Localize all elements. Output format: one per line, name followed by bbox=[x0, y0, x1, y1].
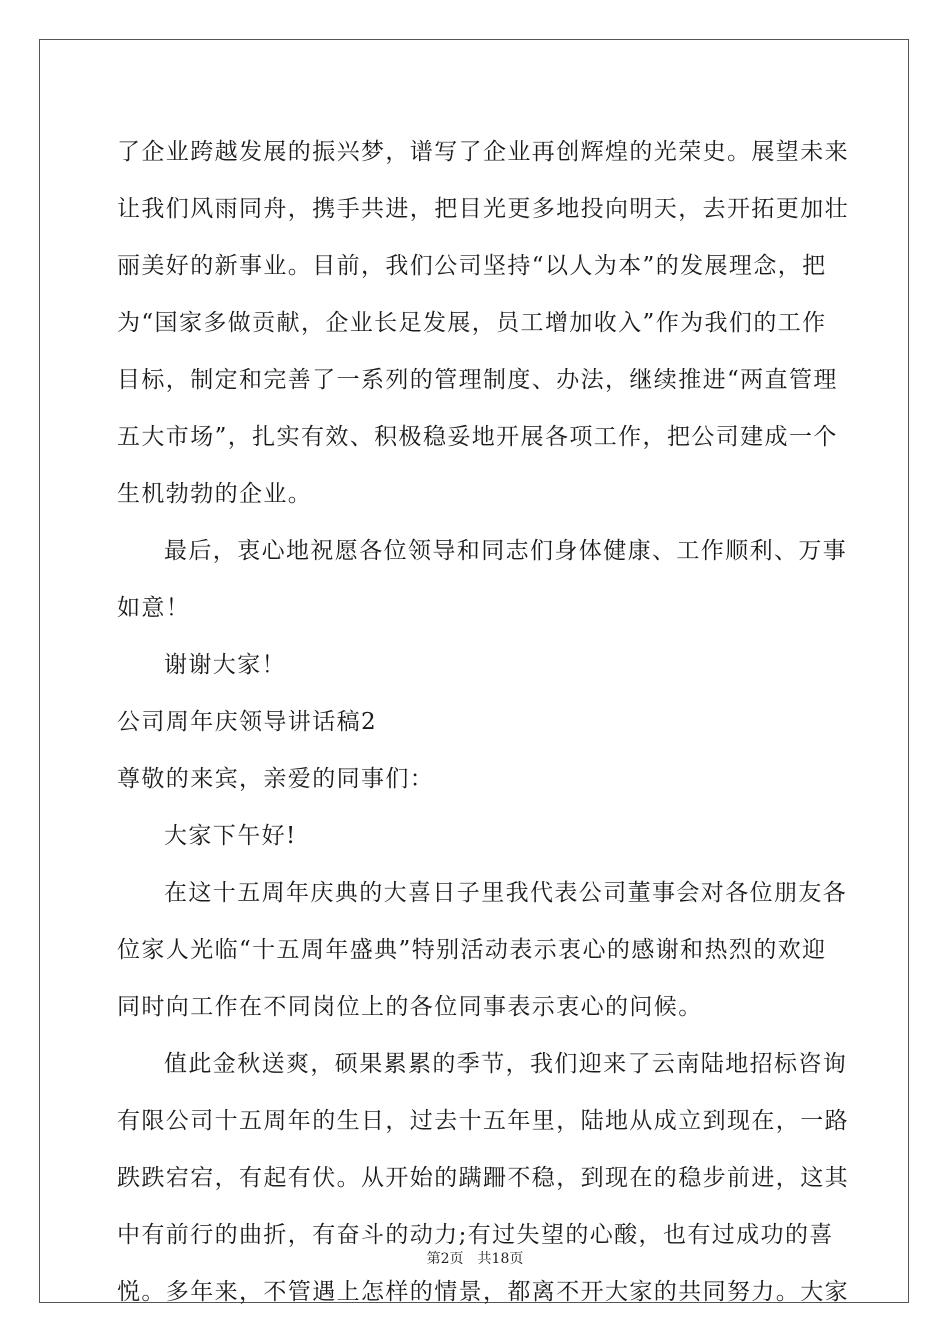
text-line-20: 中有前行的曲折，有奋斗的动力;有过失望的心酸，也有过成功的喜 bbox=[117, 1222, 834, 1248]
page-total: 共18页 bbox=[477, 1251, 524, 1267]
text-line-1: 了企业跨越发展的振兴梦，谱写了企业再创辉煌的光荣史。展望未来 bbox=[117, 139, 849, 165]
text-line-5: 目标，制定和完善了一系列的管理制度、办法，继续推进“两直管理 bbox=[117, 367, 838, 393]
text-line-3: 丽美好的新事业。目前，我们公司坚持“以人为本”的发展理念，把 bbox=[117, 253, 827, 279]
text-line-9: 如意！ bbox=[117, 595, 191, 621]
page-footer bbox=[0, 1248, 950, 1268]
text-line-6: 五大市场”，扎实有效、积极稳妥地开展各项工作，把公司建成一个 bbox=[117, 424, 838, 450]
text-line-14: 在这十五周年庆典的大喜日子里我代表公司董事会对各位朋友各 bbox=[164, 880, 848, 906]
text-line-19: 跌跌宕宕，有起有伏。从开始的蹒跚不稳，到现在的稳步前进，这其 bbox=[117, 1165, 849, 1191]
text-line-16: 同时向工作在不同岗位上的各位同事表示衷心的问候。 bbox=[117, 994, 703, 1020]
text-line-10: 谢谢大家！ bbox=[164, 652, 286, 678]
text-line-4: 为“国家多做贡献，企业长足发展，员工增加收入”作为我们的工作 bbox=[117, 310, 827, 336]
text-line-8: 最后，衷心地祝愿各位领导和同志们身体健康、工作顺利、万事 bbox=[164, 538, 848, 564]
document-body bbox=[117, 124, 849, 1321]
greeting: 大家下午好! bbox=[164, 823, 297, 849]
text-line-15: 位家人光临“十五周年盛典”特别活动表示衷心的感谢和热烈的欢迎 bbox=[117, 937, 827, 963]
page-number: 第2页 bbox=[426, 1251, 464, 1267]
text-line-21: 悦。多年来，不管遇上怎样的情景，都离不开大家的共同努力。大家 bbox=[117, 1279, 849, 1305]
section-heading: 公司周年庆领导讲话稿2 bbox=[117, 709, 378, 735]
text-line-7: 生机勃勃的企业。 bbox=[117, 481, 313, 507]
text-line-17: 值此金秋送爽，硕果累累的季节，我们迎来了云南陆地招标咨询 bbox=[164, 1051, 848, 1077]
text-line-2: 让我们风雨同舟，携手共进，把目光更多地投向明天，去开拓更加壮 bbox=[117, 196, 849, 222]
salutation: 尊敬的来宾，亲爱的同事们： bbox=[117, 766, 435, 792]
text-line-18: 有限公司十五周年的生日，过去十五年里，陆地从成立到现在，一路 bbox=[117, 1108, 849, 1134]
